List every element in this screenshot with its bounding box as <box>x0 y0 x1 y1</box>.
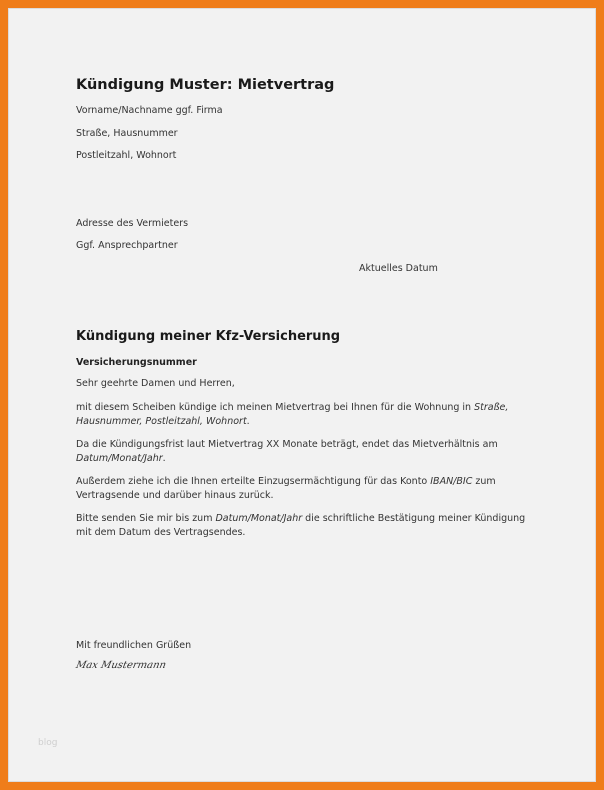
letter-subject: Kündigung meiner Kfz-Versicherung <box>76 329 341 344</box>
watermark: blog <box>38 738 58 748</box>
paragraph-4-text: Bitte senden Sie mir bis zum <box>76 513 216 524</box>
paragraph-1 <box>76 401 536 428</box>
paragraph-3 <box>76 475 536 502</box>
signature: Max Mustermann <box>74 660 168 671</box>
paragraph-3-text: Außerdem ziehe ich die Ihnen erteilte Einzugsermächtigung für das Konto <box>76 476 431 487</box>
letter-date: Aktuelles Datum <box>359 263 438 274</box>
paragraph-1-placeholder: Straße, Hausnummer, Postleitzahl, Wohnort <box>76 402 509 427</box>
recipient-address: Adresse des Vermieters <box>76 218 189 229</box>
paragraph-2-placeholder: Datum/Monat/Jahr <box>76 452 163 464</box>
sender-city: Postleitzahl, Wohnort <box>76 150 177 161</box>
paragraph-1-end: . <box>246 415 250 427</box>
paragraph-2-text: Da die Kündigungsfrist laut Mietvertrag XX Monate beträgt, endet das Mietverhältnis am <box>76 439 498 450</box>
paragraph-4-end: die schriftliche Bestätigung meiner Kündigung mit dem Datum des Vertragsendes. <box>76 513 526 538</box>
sender-name: Vorname/Nachname ggf. Firma <box>76 105 223 116</box>
document-title: Kündigung Muster: Mietvertrag <box>76 77 335 93</box>
paragraph-3-placeholder: IBAN/BIC <box>430 476 473 487</box>
policy-number-label: Versicherungsnummer <box>76 357 197 368</box>
salutation: Sehr geehrte Damen und Herren, <box>76 378 235 389</box>
paragraph-1-text: mit diesem Scheiben kündige ich meinen Mietvertrag bei Ihnen für die Wohnung in <box>76 402 475 413</box>
paragraph-2 <box>76 438 536 465</box>
paragraph-3-end: zum Vertragsende und darüber hinaus zurück. <box>76 476 496 501</box>
recipient-contact: Ggf. Ansprechpartner <box>76 240 178 251</box>
closing: Mit freundlichen Grüßen <box>76 640 192 651</box>
paragraph-4 <box>76 512 536 539</box>
sender-street: Straße, Hausnummer <box>76 128 178 139</box>
paragraph-2-end: . <box>162 452 166 464</box>
paragraph-4-placeholder: Datum/Monat/Jahr <box>215 513 303 524</box>
